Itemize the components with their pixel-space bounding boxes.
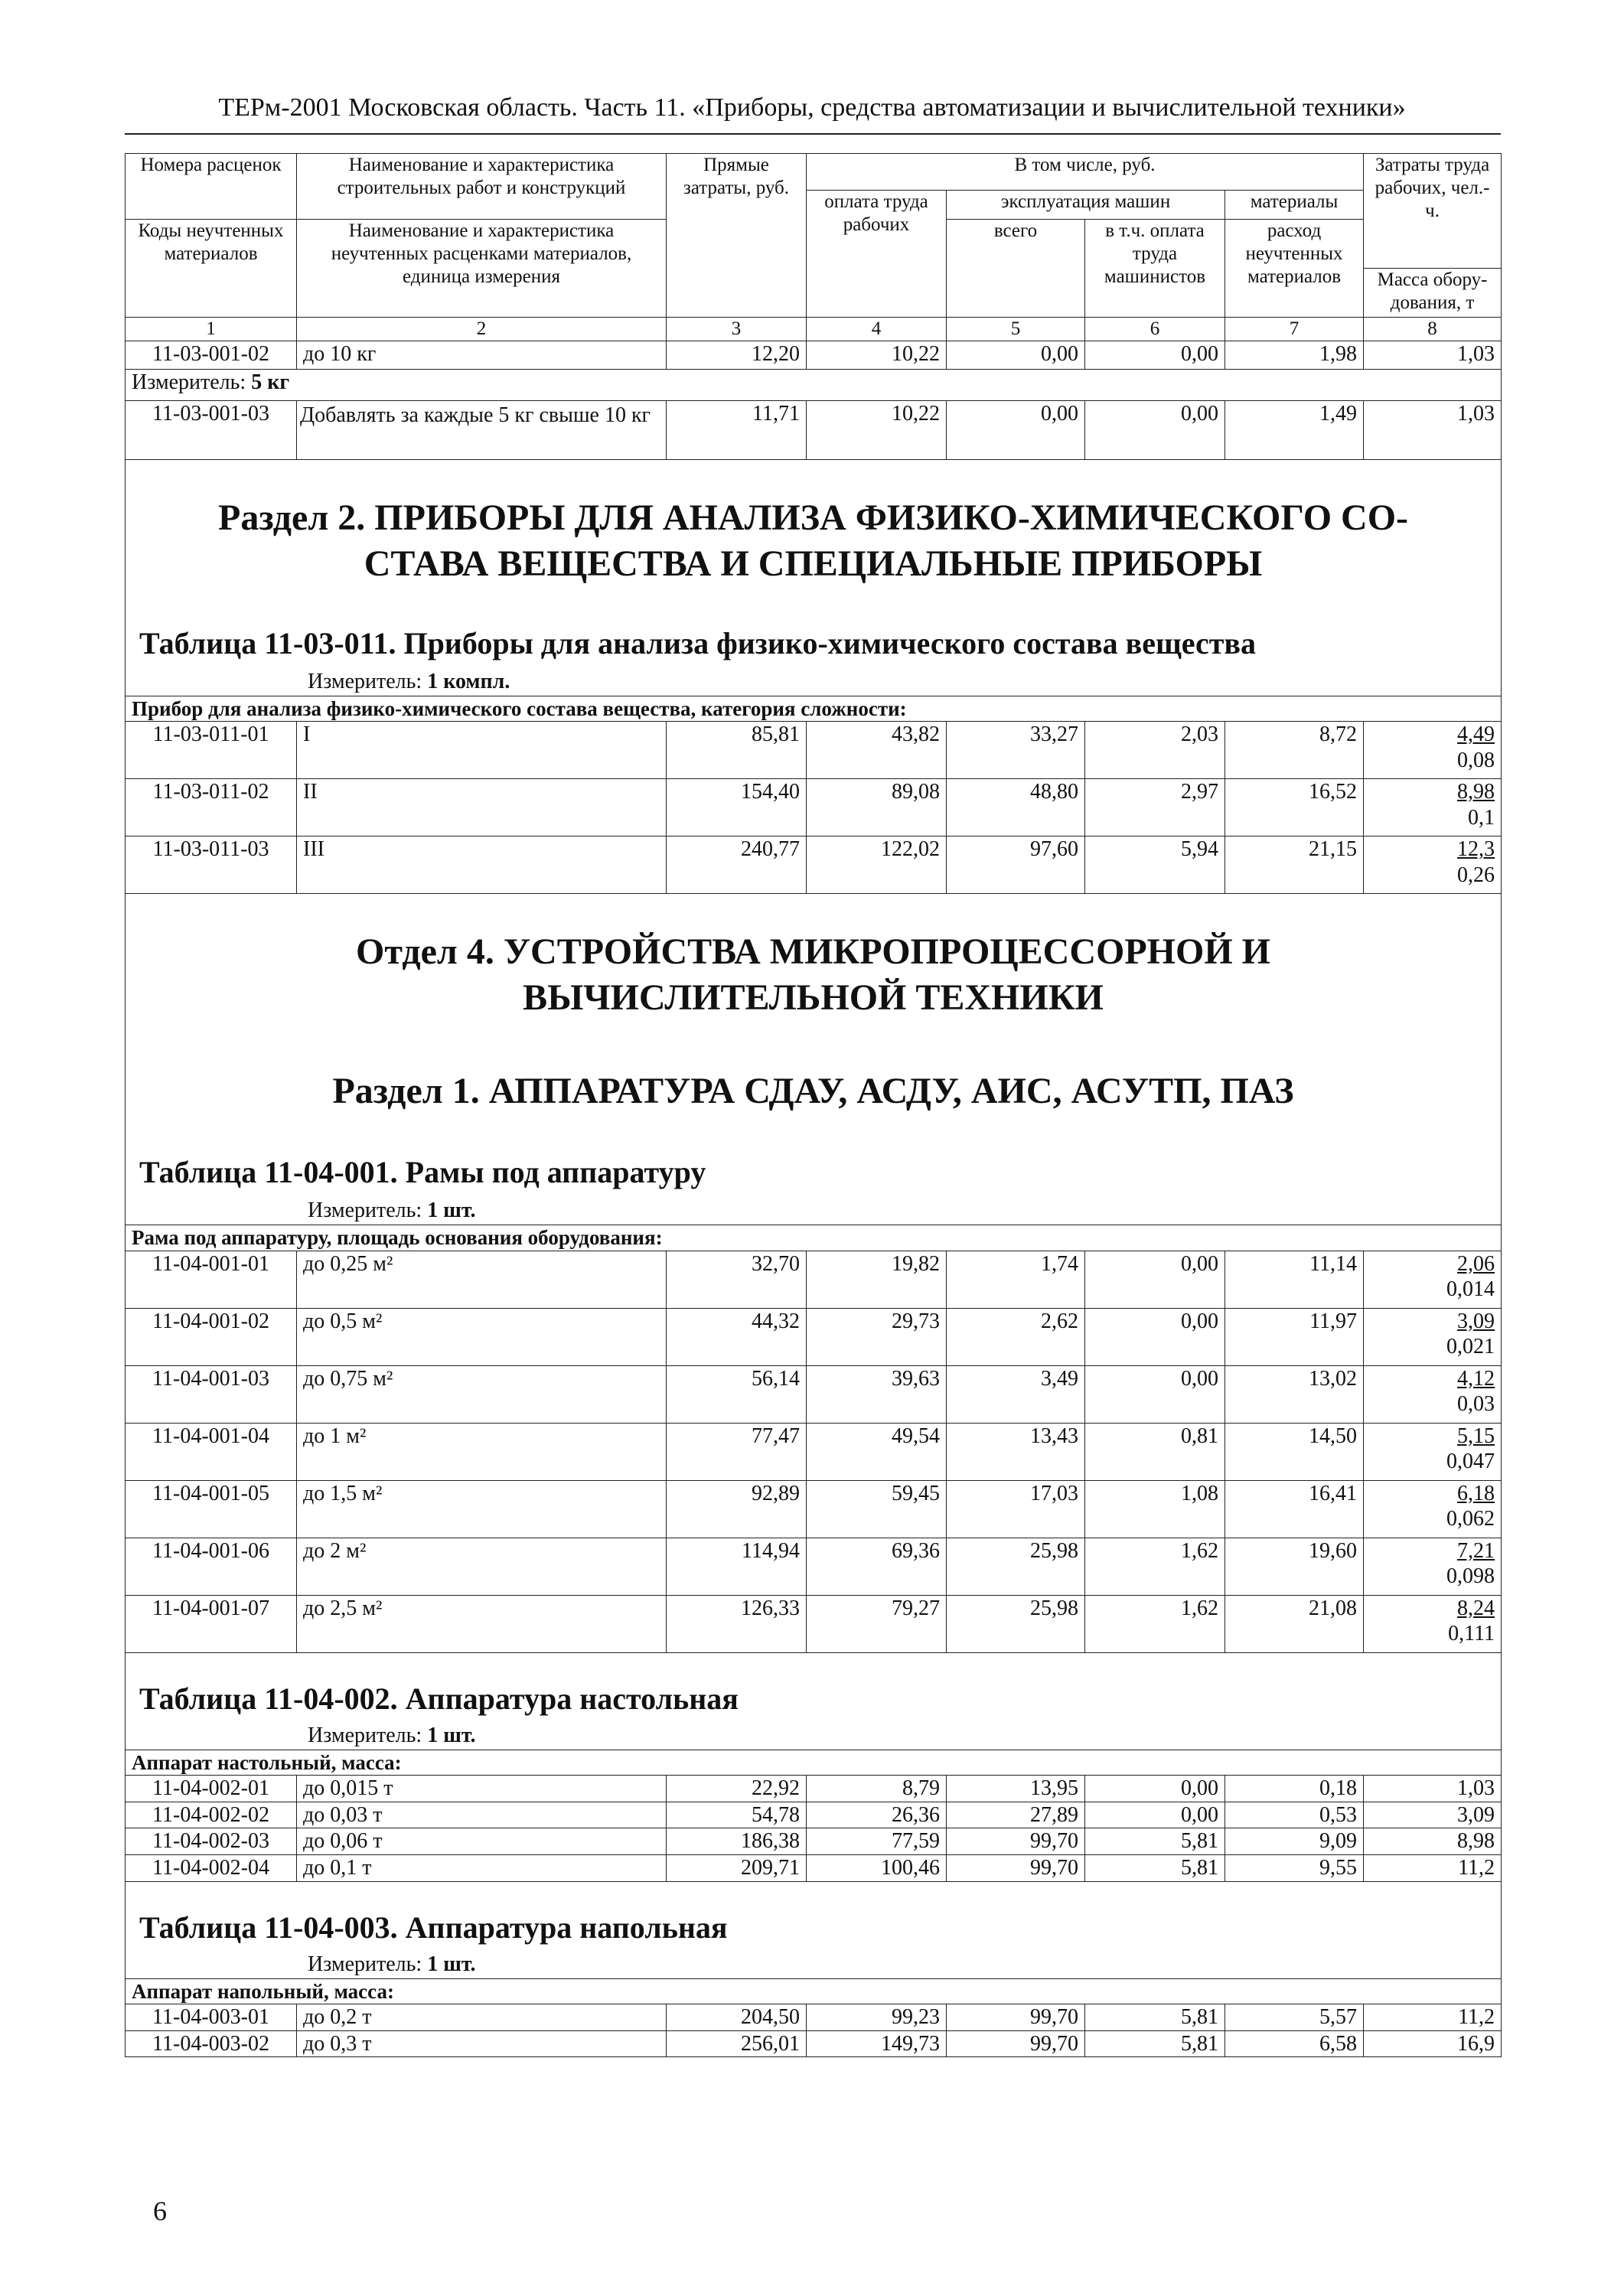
rates-table (125, 153, 1502, 2057)
materials-cost: 0,18 (1225, 1776, 1364, 1802)
machines-total: 48,80 (947, 779, 1085, 837)
materials-cost: 21,15 (1225, 837, 1364, 894)
materials-cost: 8,72 (1225, 722, 1364, 779)
rate-code: 11-03-001-03 (126, 401, 297, 460)
table-title: Таблица 11-04-002. Аппаратура настольная (139, 1681, 739, 1716)
table-row (126, 1308, 1502, 1365)
labor-hours: 3,09 (1457, 1309, 1495, 1333)
machines-total: 99,70 (947, 2030, 1085, 2057)
measure-row (126, 370, 1502, 401)
rate-code: 11-04-002-03 (126, 1828, 297, 1855)
measure-value: 1 компл. (427, 670, 510, 693)
table-row (126, 1480, 1502, 1538)
rate-name: до 2,5 м² (297, 1595, 667, 1652)
col4-header: оплата труда рабочих (807, 191, 947, 318)
rate-code: 11-04-003-02 (126, 2030, 297, 2057)
table-row (126, 1828, 1502, 1855)
section-title-line: СТАВА ВЕЩЕСТВА И СПЕЦИАЛЬНЫЕ ПРИБОРЫ (364, 543, 1263, 584)
subheader-text: Аппарат напольный, масса: (126, 1978, 1502, 2004)
rate-code: 11-04-001-07 (126, 1595, 297, 1652)
col5-header: всего (947, 220, 1085, 318)
machines-total: 0,00 (947, 341, 1085, 370)
direct-cost: 11,71 (667, 401, 807, 460)
machinist-cost: 5,81 (1085, 2004, 1225, 2030)
column-number: 5 (947, 318, 1085, 341)
rate-code: 11-04-002-04 (126, 1854, 297, 1881)
labor-cost: 43,82 (807, 722, 947, 779)
machinist-cost: 0,00 (1085, 1251, 1225, 1308)
direct-cost: 77,47 (667, 1423, 807, 1480)
subheader-text: Рама под аппаратуру, площадь основания оборудования: (126, 1225, 1502, 1251)
table-row (126, 779, 1502, 837)
column-number: 6 (1085, 318, 1225, 341)
section-title: Раздел 1. АППАРАТУРА СДАУ, АСДУ, АИС, АСУТП, ПАЗ (332, 1071, 1294, 1112)
table-row (126, 722, 1502, 779)
labor-cost: 77,59 (807, 1828, 947, 1855)
machinist-cost: 5,94 (1085, 837, 1225, 894)
labor-cost: 39,63 (807, 1365, 947, 1423)
section-block (126, 894, 1502, 1225)
machines-total: 33,27 (947, 722, 1085, 779)
direct-cost: 126,33 (667, 1595, 807, 1652)
rate-code: 11-04-001-04 (126, 1423, 297, 1480)
machines-total: 99,70 (947, 1828, 1085, 1855)
materials-header: материалы (1225, 191, 1364, 220)
table-row (126, 341, 1502, 370)
labor-hours: 16,9 (1364, 2030, 1502, 2057)
measure-value: 1 шт. (427, 1199, 476, 1223)
machines-header: эксплуатация машин (947, 191, 1225, 220)
labor-cost: 100,46 (807, 1854, 947, 1881)
col3-header: Прямые затраты, руб. (667, 154, 807, 318)
materials-cost: 13,02 (1225, 1365, 1364, 1423)
column-number: 2 (297, 318, 667, 341)
rate-code: 11-04-001-02 (126, 1308, 297, 1365)
materials-cost: 5,57 (1225, 2004, 1364, 2030)
machinist-cost: 0,00 (1085, 1802, 1225, 1828)
col2-header-top: Наименование и характеристика строительных работ и конструкций (297, 154, 667, 220)
materials-cost: 9,09 (1225, 1828, 1364, 1855)
direct-cost: 209,71 (667, 1854, 807, 1881)
labor-cost: 79,27 (807, 1595, 947, 1652)
rate-name: I (297, 722, 667, 779)
materials-cost: 1,49 (1225, 401, 1364, 460)
rate-name: до 0,5 м² (297, 1308, 667, 1365)
rate-name: до 1,5 м² (297, 1480, 667, 1538)
rate-code: 11-03-011-03 (126, 837, 297, 894)
machines-total: 27,89 (947, 1802, 1085, 1828)
equipment-mass: 0,098 (1446, 1564, 1495, 1589)
machines-total: 3,49 (947, 1365, 1085, 1423)
materials-cost: 14,50 (1225, 1423, 1364, 1480)
machinist-cost: 1,62 (1085, 1538, 1225, 1595)
equipment-mass: 0,26 (1457, 863, 1495, 887)
equipment-mass: 0,047 (1446, 1450, 1495, 1474)
table-row (126, 1423, 1502, 1480)
rate-code: 11-04-002-01 (126, 1776, 297, 1802)
labor-cost: 69,36 (807, 1538, 947, 1595)
machines-total: 17,03 (947, 1480, 1085, 1538)
machinist-cost: 5,81 (1085, 1828, 1225, 1855)
rate-name: до 10 кг (297, 341, 667, 370)
table-row (126, 1802, 1502, 1828)
table-row (126, 2004, 1502, 2030)
labor-cost: 149,73 (807, 2030, 947, 2057)
col1-header-top: Номера расценок (126, 154, 297, 220)
direct-cost: 204,50 (667, 2004, 807, 2030)
column-number: 4 (807, 318, 947, 341)
rate-name: Добавлять за каждые 5 кг свыше 10 кг (297, 401, 667, 460)
labor-cost: 89,08 (807, 779, 947, 837)
labor-cost: 122,02 (807, 837, 947, 894)
labor-hours: 7,21 (1457, 1538, 1495, 1563)
equipment-mass: 0,021 (1446, 1335, 1495, 1359)
header-divider (125, 133, 1501, 135)
rate-name: до 0,2 т (297, 2004, 667, 2030)
labor-cost: 49,54 (807, 1423, 947, 1480)
labor-hours: 4,12 (1457, 1366, 1495, 1391)
col2-header-bottom: Наименование и характеристика неучтенных расценками материалов, единица измерения (297, 220, 667, 318)
labor-hours: 8,98 (1457, 780, 1495, 804)
materials-cost: 16,41 (1225, 1480, 1364, 1538)
page-header: ТЕРм-2001 Московская область. Часть 11. «Приборы, средства автоматизации и вычислительной техники» (218, 93, 1406, 122)
labor-cost: 19,82 (807, 1251, 947, 1308)
direct-cost: 154,40 (667, 779, 807, 837)
table-row (126, 1538, 1502, 1595)
table-title: Таблица 11-04-003. Аппаратура напольная (139, 1910, 728, 1945)
subheader-row (126, 1978, 1502, 2004)
column-number: 1 (126, 318, 297, 341)
rate-name: до 0,015 т (297, 1776, 667, 1802)
labor-hours: 4,49 (1457, 722, 1495, 747)
machinist-cost: 0,81 (1085, 1423, 1225, 1480)
direct-cost: 22,92 (667, 1776, 807, 1802)
labor-cost: 10,22 (807, 401, 947, 460)
direct-cost: 92,89 (667, 1480, 807, 1538)
machines-total: 97,60 (947, 837, 1085, 894)
machines-total: 13,95 (947, 1776, 1085, 1802)
subheader-row (126, 1750, 1502, 1775)
machinist-cost: 0,00 (1085, 1308, 1225, 1365)
materials-cost: 21,08 (1225, 1595, 1364, 1652)
machinist-cost: 0,00 (1085, 1776, 1225, 1802)
machines-total: 2,62 (947, 1308, 1085, 1365)
machinist-cost: 1,62 (1085, 1595, 1225, 1652)
table-row (126, 1251, 1502, 1308)
machines-total: 13,43 (947, 1423, 1085, 1480)
machinist-cost: 2,97 (1085, 779, 1225, 837)
machines-total: 25,98 (947, 1538, 1085, 1595)
subheader-row (126, 1225, 1502, 1251)
equipment-mass: 0,062 (1446, 1507, 1495, 1531)
measure-value: 1 шт. (427, 1952, 476, 1976)
measure-label: Измеритель: (308, 1952, 428, 1976)
measure-label: Измеритель: (308, 1723, 428, 1747)
labor-cost: 29,73 (807, 1308, 947, 1365)
rate-name: до 1 м² (297, 1423, 667, 1480)
materials-cost: 0,53 (1225, 1802, 1364, 1828)
labor-cost: 26,36 (807, 1802, 947, 1828)
including-header: В том числе, руб. (807, 154, 1364, 191)
rate-code: 11-04-002-02 (126, 1802, 297, 1828)
measure-label: Измеритель: (308, 1199, 428, 1223)
section-block (126, 1652, 1502, 1750)
direct-cost: 32,70 (667, 1251, 807, 1308)
col1-header-bottom: Коды неучтенных материалов (126, 220, 297, 318)
table-row (126, 2030, 1502, 2057)
column-number: 3 (667, 318, 807, 341)
direct-cost: 186,38 (667, 1828, 807, 1855)
materials-cost: 6,58 (1225, 2030, 1364, 2057)
materials-cost: 9,55 (1225, 1854, 1364, 1881)
table-title: Таблица 11-04-001. Рамы под аппаратуру (139, 1155, 706, 1190)
materials-cost: 16,52 (1225, 779, 1364, 837)
table-row (126, 401, 1502, 460)
labor-cost: 99,23 (807, 2004, 947, 2030)
table-row (126, 1365, 1502, 1423)
labor-hours: 11,2 (1364, 1854, 1502, 1881)
page-number: 6 (153, 2196, 167, 2226)
labor-hours: 8,98 (1364, 1828, 1502, 1855)
rate-code: 11-04-001-06 (126, 1538, 297, 1595)
direct-cost: 12,20 (667, 341, 807, 370)
rate-name: III (297, 837, 667, 894)
equipment-mass: 0,111 (1448, 1622, 1495, 1646)
rate-code: 11-03-011-02 (126, 779, 297, 837)
rate-name: до 0,3 т (297, 2030, 667, 2057)
materials-cost: 11,97 (1225, 1308, 1364, 1365)
labor-hours: 1,03 (1364, 1776, 1502, 1802)
measure-value: 1 шт. (427, 1723, 476, 1747)
department-title-line: Отдел 4. УСТРОЙСТВА МИКРОПРОЦЕССОРНОЙ И (356, 931, 1270, 973)
col8-header-bottom: Масса обору-дования, т (1364, 269, 1502, 318)
machinist-cost: 5,81 (1085, 1854, 1225, 1881)
section-block (126, 1881, 1502, 1978)
labor-hours: 3,09 (1364, 1802, 1502, 1828)
machines-total: 25,98 (947, 1595, 1085, 1652)
table-row (126, 1776, 1502, 1802)
section-title-line: Раздел 2. ПРИБОРЫ ДЛЯ АНАЛИЗА ФИЗИКО-ХИМИЧЕСКОГО СО- (218, 497, 1409, 538)
rate-name: до 0,03 т (297, 1802, 667, 1828)
machinist-cost: 2,03 (1085, 722, 1225, 779)
rate-name: до 0,75 м² (297, 1365, 667, 1423)
machinist-cost: 0,00 (1085, 1365, 1225, 1423)
machinist-cost: 0,00 (1085, 401, 1225, 460)
direct-cost: 54,78 (667, 1802, 807, 1828)
labor-hours: 5,15 (1457, 1424, 1495, 1448)
rate-code: 11-04-001-05 (126, 1480, 297, 1538)
table-title: Таблица 11-03-011. Приборы для анализа физико-химического состава вещества (139, 626, 1256, 660)
materials-cost: 19,60 (1225, 1538, 1364, 1595)
machines-total: 99,70 (947, 1854, 1085, 1881)
table-row (126, 1595, 1502, 1652)
rate-code: 11-04-001-01 (126, 1251, 297, 1308)
rate-code: 11-03-001-02 (126, 341, 297, 370)
materials-cost: 11,14 (1225, 1251, 1364, 1308)
rate-name: до 0,1 т (297, 1854, 667, 1881)
rate-name: до 0,25 м² (297, 1251, 667, 1308)
section-block (126, 460, 1502, 696)
measure-value: 5 кг (251, 370, 290, 394)
equipment-mass: 0,1 (1468, 805, 1495, 830)
measure-label: Измеритель: (132, 370, 252, 394)
machines-total: 99,70 (947, 2004, 1085, 2030)
measure-label: Измеритель: (308, 670, 428, 693)
rate-code: 11-04-001-03 (126, 1365, 297, 1423)
equipment-mass: 0,03 (1457, 1392, 1495, 1417)
machinist-cost: 5,81 (1085, 2030, 1225, 2057)
department-title-line: ВЫЧИСЛИТЕЛЬНОЙ ТЕХНИКИ (523, 977, 1104, 1019)
labor-hours: 1,03 (1364, 341, 1502, 370)
labor-hours: 2,06 (1457, 1251, 1495, 1276)
labor-cost: 59,45 (807, 1480, 947, 1538)
column-number: 7 (1225, 318, 1364, 341)
machines-total: 1,74 (947, 1251, 1085, 1308)
col7-header: расход неучтенных материалов (1225, 220, 1364, 318)
direct-cost: 256,01 (667, 2030, 807, 2057)
col8-header-top: Затраты труда рабочих, чел.-ч. (1364, 154, 1502, 269)
labor-hours: 12,3 (1457, 837, 1495, 862)
subheader-row (126, 696, 1502, 722)
labor-cost: 8,79 (807, 1776, 947, 1802)
labor-hours: 6,18 (1457, 1481, 1495, 1505)
column-number: 8 (1364, 318, 1502, 341)
direct-cost: 240,77 (667, 837, 807, 894)
subheader-text: Прибор для анализа физико-химического состава вещества, категория сложности: (126, 696, 1502, 722)
direct-cost: 114,94 (667, 1538, 807, 1595)
rate-code: 11-04-003-01 (126, 2004, 297, 2030)
machinist-cost: 0,00 (1085, 341, 1225, 370)
machines-total: 0,00 (947, 401, 1085, 460)
rate-name: до 0,06 т (297, 1828, 667, 1855)
machinist-cost: 1,08 (1085, 1480, 1225, 1538)
direct-cost: 44,32 (667, 1308, 807, 1365)
equipment-mass: 0,014 (1446, 1277, 1495, 1302)
rate-name: II (297, 779, 667, 837)
rate-name: до 2 м² (297, 1538, 667, 1595)
direct-cost: 56,14 (667, 1365, 807, 1423)
equipment-mass: 0,08 (1457, 748, 1495, 772)
labor-hours: 8,24 (1457, 1596, 1495, 1620)
subheader-text: Аппарат настольный, масса: (126, 1750, 1502, 1775)
materials-cost: 1,98 (1225, 341, 1364, 370)
col6-header: в т.ч. оплата труда машинистов (1085, 220, 1225, 318)
table-row (126, 837, 1502, 894)
labor-hours: 11,2 (1364, 2004, 1502, 2030)
rate-code: 11-03-011-01 (126, 722, 297, 779)
direct-cost: 85,81 (667, 722, 807, 779)
table-row (126, 1854, 1502, 1881)
labor-hours: 1,03 (1364, 401, 1502, 460)
labor-cost: 10,22 (807, 341, 947, 370)
